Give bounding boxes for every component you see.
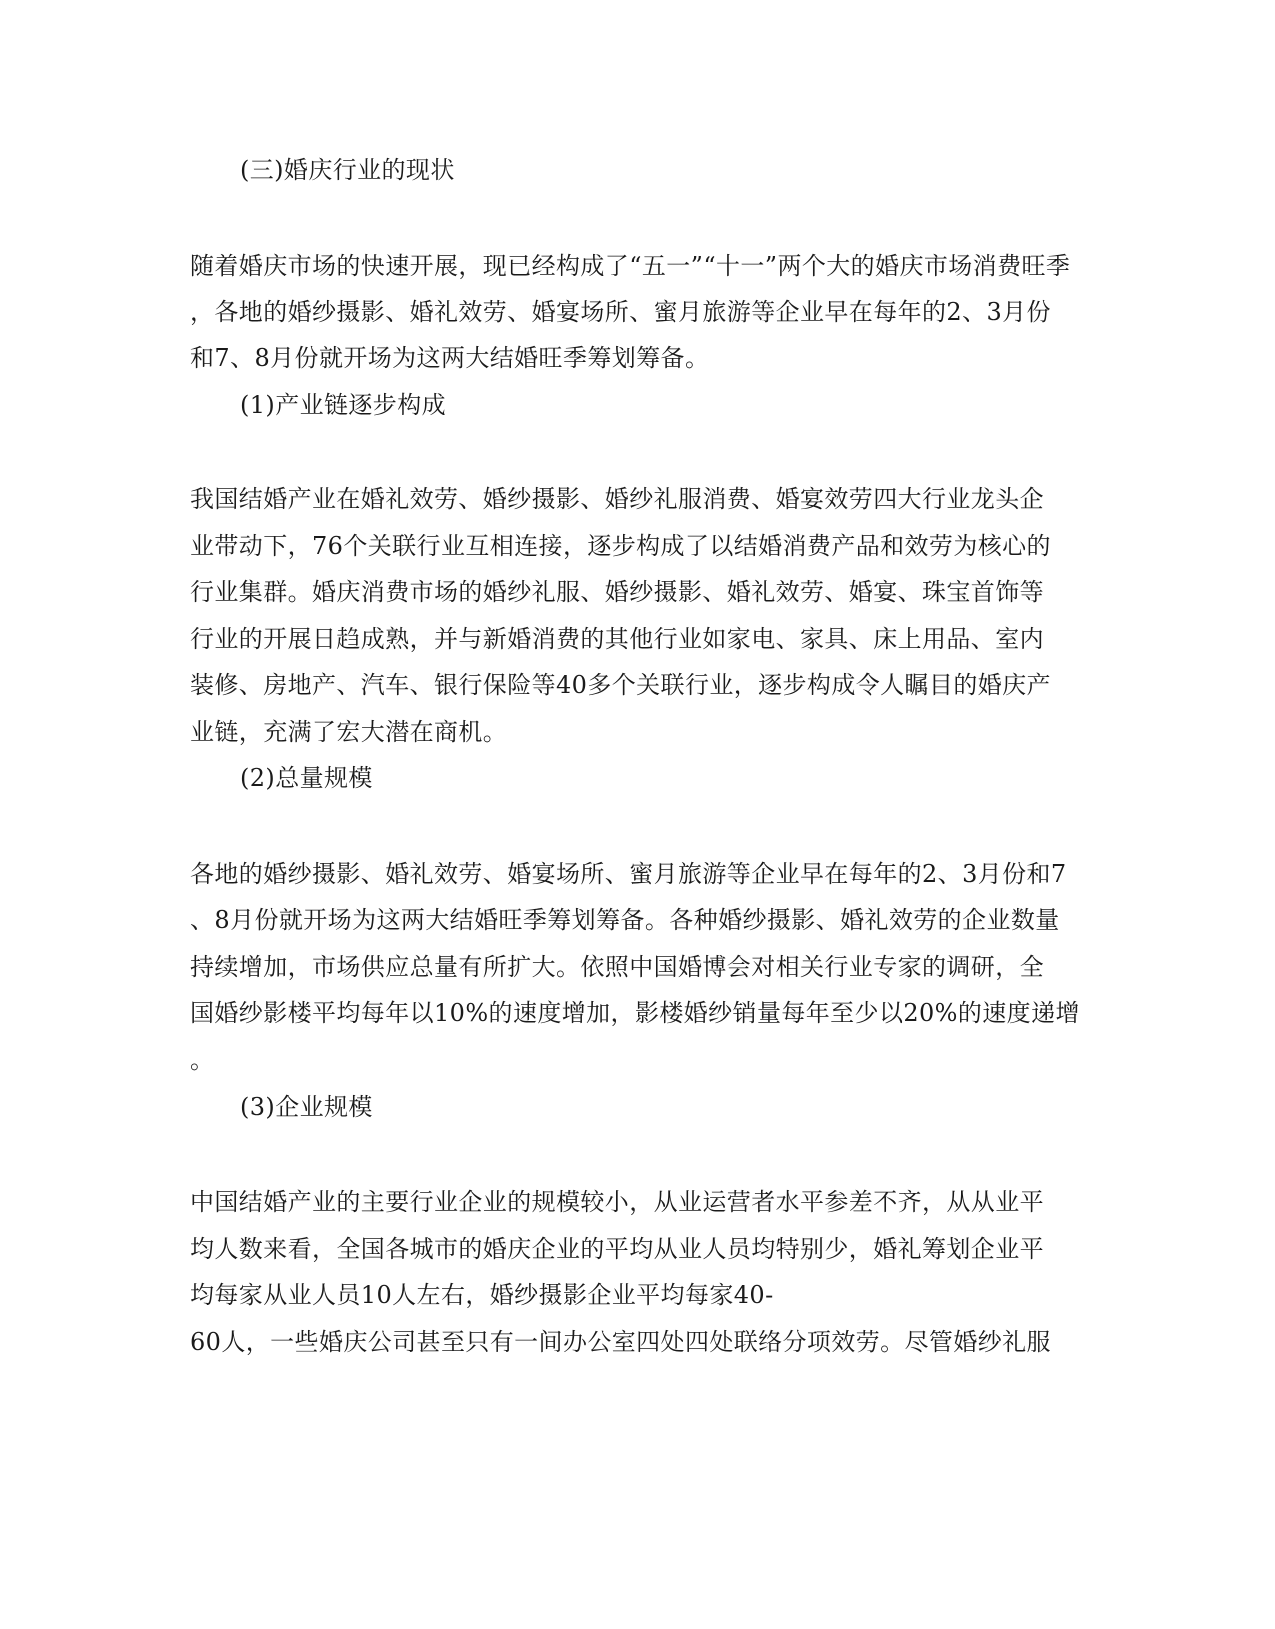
section-heading: (三)婚庆行业的现状 (240, 156, 455, 184)
paragraph-line: 。 (190, 1046, 215, 1074)
paragraph-line: 60人，一些婚庆公司甚至只有一间办公室四处四处联络分项效劳。尽管婚纱礼服 (190, 1328, 1051, 1356)
paragraph-line: 装修、房地产、汽车、银行保险等40多个关联行业，逐步构成令人瞩目的婚庆产 (190, 671, 1051, 699)
paragraph-line: 持续增加，市场供应总量有所扩大。依照中国婚博会对相关行业专家的调研，全 (190, 953, 1044, 981)
paragraph-line: 行业的开展日趋成熟，并与新婚消费的其他行业如家电、家具、床上用品、室内 (190, 625, 1044, 653)
paragraph-line: 业链，充满了宏大潜在商机。 (190, 718, 508, 746)
paragraph-line: 均每家从业人员10人左右，婚纱摄影企业平均每家40- (190, 1281, 774, 1309)
paragraph-line: 业带动下，76个关联行业互相连接，逐步构成了以结婚消费产品和效劳为核心的 (190, 532, 1051, 560)
paragraph-line: ，各地的婚纱摄影、婚礼效劳、婚宴场所、蜜月旅游等企业早在每年的2、3月份 (190, 298, 1051, 326)
paragraph-line: 我国结婚产业在婚礼效劳、婚纱摄影、婚纱礼服消费、婚宴效劳四大行业龙头企 (190, 485, 1044, 513)
paragraph-line: 均人数来看，全国各城市的婚庆企业的平均从业人员均特别少，婚礼筹划企业平 (190, 1235, 1044, 1263)
paragraph-line: 各地的婚纱摄影、婚礼效劳、婚宴场所、蜜月旅游等企业早在每年的2、3月份和7 (190, 860, 1067, 888)
subheading: (3)企业规模 (240, 1093, 373, 1121)
paragraph-line: 、8月份就开场为这两大结婚旺季筹划筹备。各种婚纱摄影、婚礼效劳的企业数量 (190, 906, 1060, 934)
paragraph-line: 行业集群。婚庆消费市场的婚纱礼服、婚纱摄影、婚礼效劳、婚宴、珠宝首饰等 (190, 578, 1044, 606)
paragraph-line: 和7、8月份就开场为这两大结婚旺季筹划筹备。 (190, 344, 710, 372)
subheading: (2)总量规模 (240, 764, 373, 792)
paragraph-line: 国婚纱影楼平均每年以10%的速度增加，影楼婚纱销量每年至少以20%的速度递增 (190, 999, 1080, 1027)
subheading: (1)产业链逐步构成 (240, 391, 446, 419)
paragraph-line: 随着婚庆市场的快速开展，现已经构成了“五一”“十一”两个大的婚庆市场消费旺季 (190, 252, 1071, 280)
paragraph-line: 中国结婚产业的主要行业企业的规模较小，从业运营者水平参差不齐，从从业平 (190, 1188, 1044, 1216)
